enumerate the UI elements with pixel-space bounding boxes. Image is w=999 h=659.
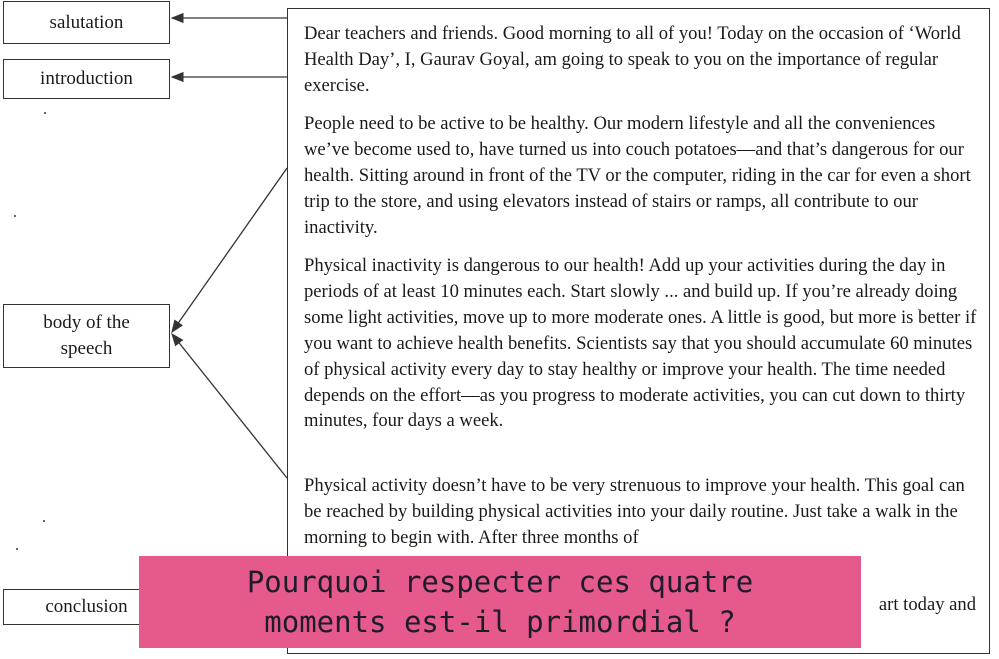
label-introduction	[3, 59, 170, 99]
label-body-of-speech	[3, 304, 170, 368]
speech-paragraph-introduction: People need to be active to be healthy. Our modern lifestyle and all the conveniences we’ve become used to, have turned us into couch potatoes—and that’s dangerous for our health. Sitting around in front of the TV or the computer, riding in the car for even a short trip to the store, and using elevators instead of stairs or ramps, all contribute to our inactivity.	[304, 113, 971, 238]
speech-paragraph-salutation: Dear teachers and friends. Good morning to all of you! Today on the occasion of ‘World Health Day’, I, Gaurav Goyal, am going to speak to you on the importance of regular exercise.	[304, 23, 961, 96]
label-body-line1: body of the	[43, 312, 130, 333]
title-banner	[139, 556, 861, 648]
speech-paragraph-body-1: Physical inactivity is dangerous to our health! Add up your activities during the day in periods of at least 10 minutes each. Start slowly ... and build up. If you’re already doing some light activities, move up to more moderate ones. A little is good, but more is better if you want to achieve health benefits. Scientists say that you should accumulate 60 minutes of physical activity every day to stay healthy or improve your health. The time needed depends on the effort—as you progress to moderate activities, you can cut down to thirty minutes, four days a week.	[304, 255, 977, 432]
scan-speck	[16, 548, 18, 550]
label-body-line2: speech	[60, 338, 113, 359]
label-salutation	[3, 1, 170, 44]
banner-line-1: Pourquoi respecter ces quatre	[246, 565, 754, 599]
label-conclusion-text: conclusion	[45, 596, 128, 617]
banner-title	[247, 562, 753, 642]
label-salutation-text: salutation	[49, 11, 124, 33]
scan-speck	[14, 215, 16, 217]
label-introduction-text: introduction	[40, 68, 133, 89]
arrow-body-lower	[172, 334, 287, 478]
scan-speck	[44, 112, 46, 114]
arrow-body-upper	[172, 168, 287, 332]
speech-paragraph-body-2: Physical activity doesn’t have to be very strenuous to improve your health. This goal can be reached by building physical activities into your daily routine. Just take a walk in the morning to begin with. After three months of	[304, 475, 965, 548]
scan-speck	[43, 520, 45, 522]
banner-line-2: moments est-il primordial ?	[264, 605, 736, 639]
speech-paragraph-conclusion: art today and	[878, 594, 976, 615]
